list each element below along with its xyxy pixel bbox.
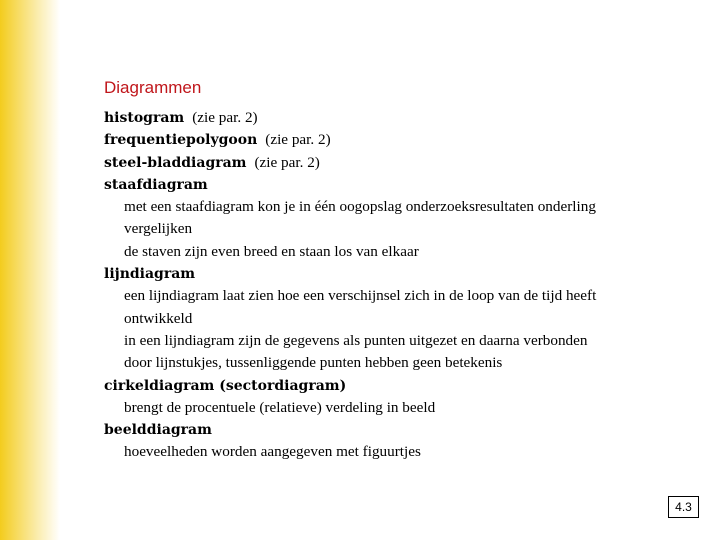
page-number-badge: 4.3 — [668, 496, 699, 518]
staafdiagram-line: de staven zijn even breed en staan los van elkaar — [124, 242, 419, 260]
beelddiagram-line: hoeveelheden worden aangegeven met figuurtjes — [124, 443, 421, 461]
term-staafdiagram: staafdiagram — [104, 176, 208, 193]
term-cirkeldiagram: cirkeldiagram (sectordiagram) — [104, 377, 347, 394]
item-lijndiagram — [104, 263, 684, 285]
ref-frequentiepolygoon: (zie par. 2) — [265, 131, 331, 149]
item-steel-bladdiagram — [104, 152, 684, 174]
lijndiagram-line: ontwikkeld — [124, 309, 193, 327]
slide-content — [104, 107, 684, 464]
ref-steel-bladdiagram: (zie par. 2) — [254, 153, 320, 171]
lijndiagram-line: door lijnstukjes, tussenliggende punten hebben geen betekenis — [124, 354, 503, 372]
term-beelddiagram: beelddiagram — [104, 422, 212, 439]
lijndiagram-line: in een lijndiagram zijn de gegevens als punten uitgezet en daarna verbonden — [124, 331, 588, 349]
term-frequentiepolygoon: frequentiepolygoon — [104, 132, 258, 149]
staafdiagram-line: vergelijken — [124, 220, 193, 238]
left-decorative-gradient — [0, 0, 60, 540]
ref-histogram: (zie par. 2) — [192, 109, 258, 126]
term-histogram: histogram — [104, 110, 185, 126]
term-lijndiagram: lijndiagram — [104, 266, 196, 283]
slide-title: Diagrammen — [104, 78, 202, 97]
item-histogram — [104, 107, 684, 129]
cirkeldiagram-line: brengt de procentuele (relatieve) verdeling in beeld — [124, 398, 436, 416]
staafdiagram-line: met een staafdiagram kon je in één oogopslag onderzoeksresultaten onderling — [124, 198, 596, 216]
term-steel-bladdiagram: steel-bladdiagram — [104, 154, 247, 171]
item-cirkeldiagram — [104, 375, 684, 397]
item-beelddiagram — [104, 419, 684, 441]
item-frequentiepolygoon — [104, 129, 684, 151]
item-staafdiagram — [104, 174, 684, 196]
lijndiagram-line: een lijndiagram laat zien hoe een verschijnsel zich in de loop van de tijd heeft — [124, 287, 597, 305]
